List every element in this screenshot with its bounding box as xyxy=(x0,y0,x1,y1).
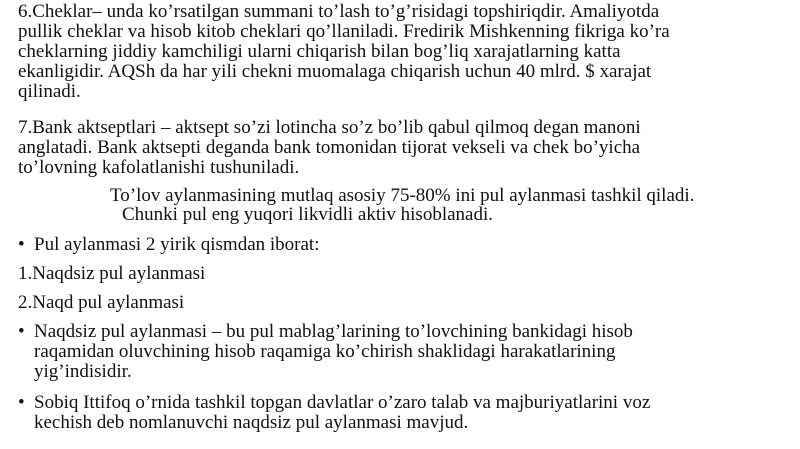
bullet-item-naqdsiz-definition xyxy=(18,322,788,382)
text-line: anglatadi. Bank aktsepti deganda bank tomonidan tijorat vekseli va chek bo’yicha xyxy=(18,137,641,158)
text-line: raqamidan oluvchining hisob raqamiga ko’chirish shaklidagi harakatlarining xyxy=(34,341,616,362)
text-line: ekanligidir. AQSh da har yili chekni muomalaga chiqarish uchun 40 mlrd. $ xarajat xyxy=(18,61,652,82)
statement-line-2: Chunki pul eng yuqori likvidli aktiv hisoblanadi. xyxy=(122,204,494,225)
paragraph-cheklar xyxy=(18,2,788,102)
list-item-naqdsiz xyxy=(18,264,788,284)
bullet-icon: • xyxy=(18,392,25,413)
text-line: 2.Naqd pul aylanmasi xyxy=(18,292,185,313)
text-line: to’lovning kafolatlanishi tushuniladi. xyxy=(18,157,300,178)
paragraph-bank-aktseptlari xyxy=(18,118,788,178)
text-line: 7.Bank aktseptlari – aktsept so’zi lotincha so’z bo’lib qabul qilmoq degan manoni xyxy=(18,117,641,138)
text-line: 6.Cheklar– unda ko’rsatilgan summani to’lash to’g’risidagi topshiriqdir. Amaliyotda xyxy=(18,1,660,22)
text-line: pullik cheklar va hisob kitob cheklari qo’llaniladi. Fredirik Mishkenning fikriga ko’ra xyxy=(18,21,670,42)
text-line: kechish deb nomlanuvchi naqdsiz pul aylanmasi mavjud. xyxy=(34,412,469,433)
bullet-item-sobiq-ittifoq xyxy=(18,393,788,433)
bullet-text: Pul aylanmasi 2 yirik qismdan iborat: xyxy=(34,234,320,255)
bullet-text xyxy=(34,322,788,382)
statement-line-1: To’lov aylanmasining mutlaq asosiy 75-80% ini pul aylanmasi tashkil qiladi. xyxy=(110,185,695,206)
text-line: 1.Naqdsiz pul aylanmasi xyxy=(18,263,206,284)
bullet-item-pul-aylanmasi xyxy=(18,235,788,255)
text-line: Naqdsiz pul aylanmasi – bu pul mablag’larining to’lovchining bankidagi hisob xyxy=(34,321,633,342)
bullet-icon: • xyxy=(18,234,25,255)
text-line: qilinadi. xyxy=(18,81,81,102)
bullet-icon: • xyxy=(18,321,25,342)
text-line: Sobiq Ittifoq o’rnida tashkil topgan davlatlar o’zaro talab va majburiyatlarini voz xyxy=(34,392,651,413)
bullet-text xyxy=(34,393,788,433)
text-line: cheklarning jiddiy kamchiligi ularni chiqarish bilan bog’liq xarajatlarning katta xyxy=(18,41,621,62)
text-line: yig’indisidir. xyxy=(34,361,132,382)
list-item-naqd xyxy=(18,293,788,313)
